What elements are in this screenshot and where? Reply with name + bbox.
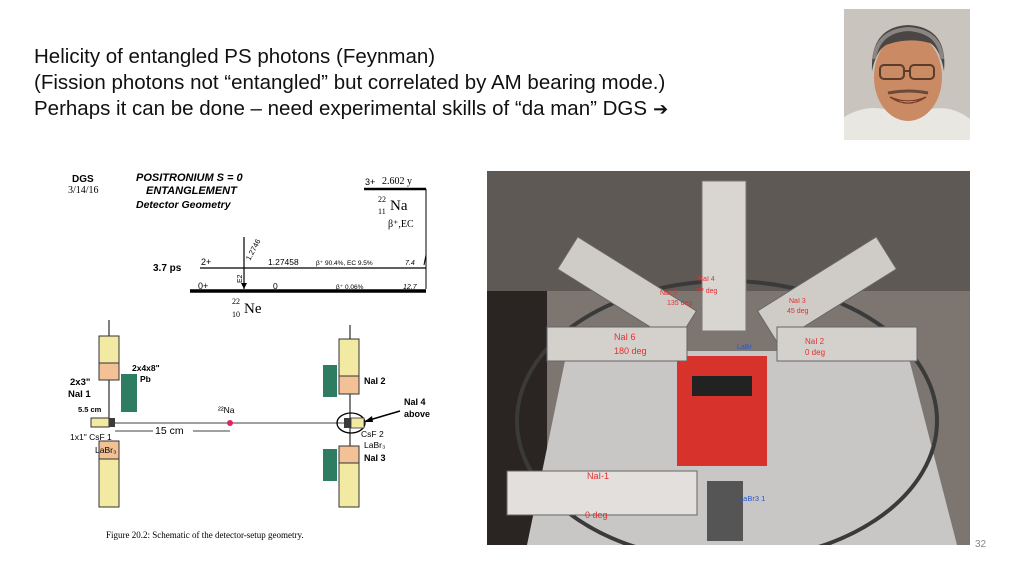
photo-nai3-deg: 45 deg: [787, 308, 809, 315]
photo-nai1-label: NaI-1: [587, 471, 610, 481]
ne22-2plus-ft: 7.4: [405, 260, 415, 267]
na22-spin: 3+: [365, 177, 376, 187]
photo-nai2-label: NaI 2: [805, 337, 825, 346]
person-portrait-icon: [844, 9, 970, 140]
photo-nai5-deg: 135 deg: [667, 300, 693, 307]
right-arrow-icon: ➔: [653, 99, 669, 119]
nai4-above-label: above: [404, 409, 431, 419]
ne22-2plus-energy: 1.27458: [268, 257, 299, 267]
na22-symbol: Na: [390, 198, 408, 214]
ne22-2plus-spin: 2+: [201, 257, 212, 267]
csf1-label: 1x1" CsF 1: [70, 432, 112, 442]
photo-labr1-label: LaBr3 1: [739, 494, 766, 503]
nai3-label: NaI 3: [364, 453, 386, 463]
ne22-mass-number: 22: [232, 297, 240, 306]
photo-nai6-deg: 180 deg: [614, 346, 647, 356]
ne22-gs-spin: 0+: [198, 281, 209, 291]
nai2-label: NaI 2: [364, 376, 386, 386]
gamma-energy-label: 1.2746: [243, 237, 263, 262]
labr1-detector: [707, 481, 743, 541]
pb-shield-right-top: [323, 365, 337, 397]
ne22-gs-energy: 0: [273, 281, 278, 291]
nai1-lower-crystal: [99, 459, 119, 507]
labr-left-label: LaBr₃: [95, 445, 117, 455]
csf1-crystal: [91, 418, 109, 427]
pb-label: Pb: [140, 374, 151, 384]
photo-nai4-deg: ?? deg: [696, 288, 718, 295]
nai1-label: NaI 1: [68, 389, 91, 400]
slide-title: [34, 44, 824, 122]
title-line-3-text: Perhaps it can be done – need experimental skills of “da man” DGS: [34, 97, 648, 120]
nai4-pointer-head: [364, 416, 373, 422]
nai4-detector: [702, 181, 746, 331]
red-source-block: [677, 356, 767, 466]
na22-mass-number: 22: [378, 195, 386, 204]
nai1-upper-crystal: [99, 336, 119, 363]
labr-right-label: LaBr₃: [364, 440, 386, 450]
lab-setup-photo: [487, 171, 970, 545]
photo-nai5-label: NaI 5: [660, 290, 677, 297]
portrait-photo: [844, 9, 970, 140]
nai3-pmt: [339, 446, 359, 463]
na22-atomic-number: 11: [378, 207, 386, 216]
distance-5-5cm: 5.5 cm: [78, 405, 102, 414]
pb-size-label: 2x4x8": [132, 363, 160, 373]
photo-nai1-deg: 0 deg: [585, 510, 608, 520]
ne22-atomic-number: 10: [232, 310, 240, 319]
na22-source-dot: [227, 420, 233, 426]
pb-shield-right-bottom: [323, 449, 337, 481]
title-line-2: (Fission photons not “entangled” but correlated by AM bearing mode.): [34, 71, 666, 94]
schematic-header-entanglement: ENTANGLEMENT: [146, 185, 237, 197]
na22-halflife: 2.602 y: [382, 176, 412, 187]
csf2-crystal: [351, 418, 364, 428]
nai3-crystal: [339, 463, 359, 507]
e2-multipolarity: E2: [237, 274, 244, 283]
photo-nai2-deg: 0 deg: [805, 348, 826, 357]
slide-number: 32: [975, 539, 987, 550]
title-line-3: [34, 96, 824, 122]
na22-decay-modes: β⁺,EC: [388, 219, 414, 230]
photo-nai4-label: NaI 4: [698, 276, 715, 283]
block-slot: [692, 376, 752, 396]
detector-schematic: [60, 165, 450, 550]
nai4-label: NaI 4: [404, 397, 426, 407]
schematic-header-positronium: POSITRONIUM S = 0: [136, 172, 243, 184]
ne22-gs-branch: β⁺ 0.06%: [336, 284, 364, 291]
schematic-header-dgs: DGS: [72, 174, 94, 185]
schematic-header-geometry: Detector Geometry: [136, 199, 231, 211]
schematic-header-date: 3/14/16: [68, 185, 99, 196]
nai2-crystal: [339, 339, 359, 376]
ne22-symbol: Ne: [244, 301, 262, 317]
source-label: ²²Na: [218, 405, 235, 415]
nai1-upper-pmt: [99, 363, 119, 380]
csf2-crystal-dark: [344, 418, 351, 428]
nai2-pmt: [339, 376, 359, 394]
distance-15cm: 15 cm: [155, 425, 184, 437]
ne22-gs-ft: 12.7: [403, 284, 417, 291]
csf2-label: CsF 2: [361, 429, 384, 439]
figure-caption: Figure 20.2: Schematic of the detector-setup geometry.: [106, 530, 304, 540]
ne22-2plus-branch: β⁺ 90.4%, EC 9.5%: [316, 260, 373, 267]
title-line-1: Helicity of entangled PS photons (Feynman): [34, 45, 436, 68]
nai1-size-label: 2x3": [70, 377, 91, 388]
level-lifetime: 3.7 ps: [153, 263, 182, 274]
photo-nai3-label: NaI 3: [789, 298, 806, 305]
nai2-detector: [777, 327, 917, 361]
photo-labr-top-label: LaBr: [737, 344, 752, 351]
photo-nai6-label: NaI 6: [614, 332, 636, 342]
pb-shield-left: [121, 374, 137, 412]
labr-left-crystal: [109, 418, 115, 427]
